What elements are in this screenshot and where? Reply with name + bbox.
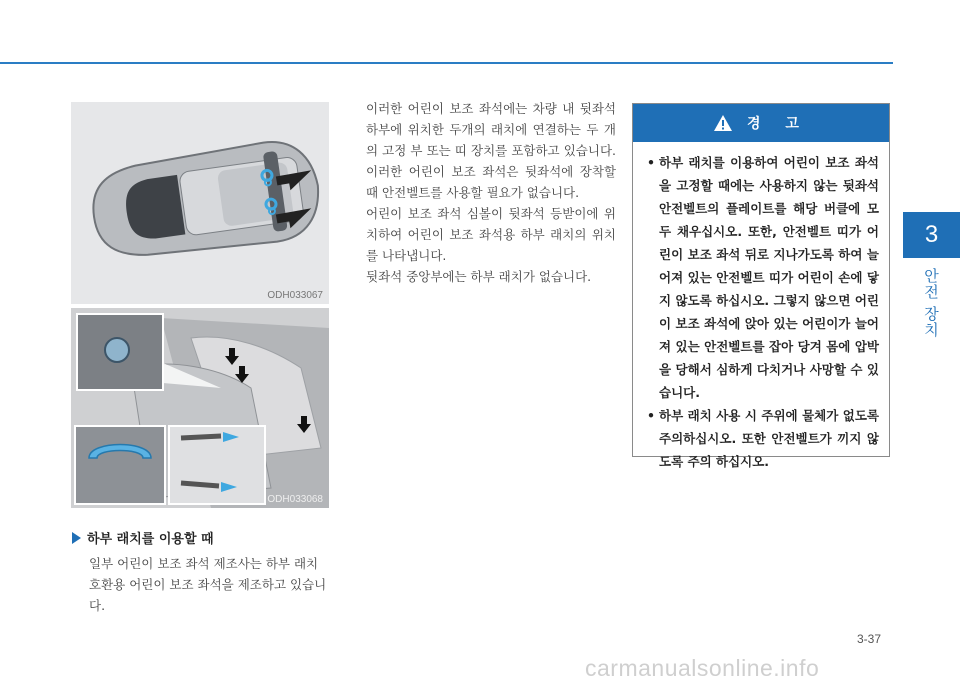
section-body: 일부 어린이 보조 좌석 제조사는 하부 래치 호환용 어린이 보조 좌석을 제조하고 있습니다. [89, 556, 327, 613]
warning-box [632, 103, 890, 469]
main-paragraph-2: 어린이 보조 좌석 심볼이 뒷좌석 등받이에 위치하여 어린이 보조 좌석용 하부 래치의 위치를 나타냅니다. [366, 206, 616, 263]
chapter-number-tab[interactable]: 3 [903, 212, 960, 258]
main-paragraph-1: 이러한 어린이 보조 좌석에는 차량 내 뒷좌석 하부에 위치한 두개의 래치에 연결하는 두 개의 고정 부 또는 띠 장치를 포함하고 있습니다. 이러한 어린이 보조 좌석은 뒷좌석에 장착할 때 안전벨트를 사용할 필요가 없습니다. [366, 101, 616, 200]
rear-seat-drawing [71, 308, 329, 508]
chapter-title: 안전 장치 [922, 268, 940, 338]
section-heading-text: 하부 래치를 이용할 때 [87, 532, 214, 547]
warning-header [633, 104, 889, 142]
triangle-bullet-icon [72, 532, 81, 544]
warning-title: 경 고 [747, 116, 809, 132]
main-text [366, 98, 616, 287]
warning-triangle-icon [713, 114, 733, 132]
main-paragraph-3: 뒷좌석 중앙부에는 하부 래치가 없습니다. [366, 269, 592, 284]
car-top-view-drawing [71, 102, 329, 304]
warning-list [633, 142, 889, 473]
rear-seat-latch-illustration [71, 308, 329, 508]
car-top-view-illustration [71, 102, 329, 304]
watermark: carmanualsonline.info [585, 655, 820, 681]
warning-item: • 하부 래치 사용 시 주위에 물체가 없도록 주의하십시오. 또한 안전벨트가 끼지 않도록 주의 하십시오. [647, 404, 879, 473]
warning-item: • 하부 래치를 이용하여 어린이 보조 좌석을 고정할 때에는 사용하지 않는 뒷좌석 안전벨트의 플레이트를 해당 버클에 모두 채우십시오. 또한, 안전벨트 띠가 어린이 보조 좌석 뒤로 지나가도록 하여 늘어져 있는 안전벨트 띠가 어린이 손에 닿지 않도록 하십시오. 그렇지 않으면 어린이 보조 좌석에 앉아 있는 어린이가 늘어져 있는 안전벨트를 잡아 당겨 몸에 압박을 당해서 심하게 다치거나 사망할 수 있습니다. [647, 151, 879, 404]
page-number: 3-37 [857, 632, 882, 646]
figure-code-bottom: ODH033068 [267, 494, 323, 505]
section-heading [72, 528, 214, 547]
top-rule [0, 62, 893, 64]
figure-code-top: ODH033067 [267, 290, 323, 301]
